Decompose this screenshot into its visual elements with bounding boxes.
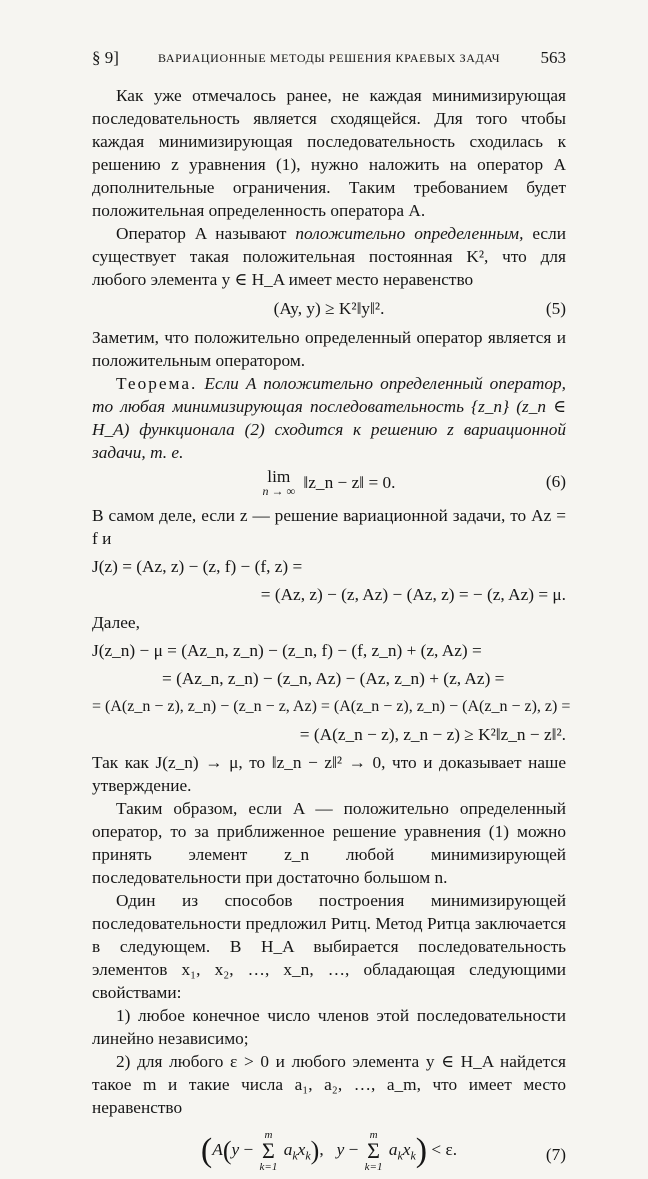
paragraph-summary: Таким образом, если A — положительно определенный оператор, то за приближенное решение уравнения (1) можно принять элемент z_n любой минимизирующей последовательности при достаточно большом n. <box>92 799 566 887</box>
page-number: 563 <box>540 48 566 67</box>
paragraph-further: Далее, <box>92 613 140 632</box>
equation-K-line-4: = (A(z_n − z), z_n − z) ≥ K²‖z_n − z‖². <box>299 725 566 744</box>
equation-5-body: (Ay, y) ≥ K²‖y‖². <box>273 299 385 318</box>
equation-K-line-1: J(z_n) − μ = (Az_n, z_n) − (z_n, f) − (f, z_n) + (z, Az) = <box>92 641 482 660</box>
equation-7: (A(y − m Σ k=1 $a_kx_k$), y − m Σ k=1 $a_kx_k) < \varepsilon$. (7) <box>200 1129 566 1173</box>
sum-operator: m Σ k=1 <box>364 1129 383 1173</box>
theorem-statement: Если A положительно определенный оператор, то любая минимизирующая последовательность {z_n} (z_n ∈ H_A) функционала (2) сходится к решению z вариационной задачи, т. е. <box>92 374 566 462</box>
page-header <box>92 48 566 70</box>
limit-operator: lim n → ∞ <box>262 467 296 498</box>
paragraph-intro: Как уже отмечалось ранее, не каждая минимизирующая последовательность является сходящейся. Для того чтобы каждая минимизирующая последовательность сходилась к решению z уравнения (1), нужно наложить на оператор A дополнительные ограничения. Таким требованием будет положительная определенность оператора A. <box>92 86 566 220</box>
paragraph-remark: Заметим, что положительно определенный оператор является и положительным оператором. <box>92 328 566 370</box>
equation-6-number: (6) <box>545 472 566 491</box>
equation-5-number: (5) <box>545 299 566 318</box>
equation-K-line-3: = (A(z_n − z), z_n) − (z_n − z, Az) = (A(z_n − z), z_n) − (A(z_n − z), z) = <box>92 698 571 715</box>
equation-6 <box>92 467 566 498</box>
paragraph-conclusion: Так как J(z_n) → μ, то ‖z_n − z‖² → 0, что и доказывает наше утверждение. <box>92 753 566 795</box>
defined-term: положительно определенным, <box>295 224 524 243</box>
equation-6-body: ‖z_n − z‖ = 0. <box>303 472 396 492</box>
equation-J-line-1: J(z) = (Az, z) − (z, f) − (f, z) = <box>92 557 303 576</box>
theorem <box>92 372 566 464</box>
equation-7-number: (7) <box>545 1145 566 1164</box>
equation-J-line-2: = (Az, z) − (z, Az) − (Az, z) = − (z, Az) = μ. <box>260 585 566 604</box>
property-2: 2) для любого ε > 0 и любого элемента y ∈ H_A найдется такое m и такие числа a₁, a₂, …, a_m, что имеет место неравенство <box>92 1052 566 1117</box>
theorem-label: Теорема. <box>116 374 198 393</box>
sum-operator: m Σ k=1 <box>259 1129 278 1173</box>
paragraph-definition: Оператор A называют положительно определенным, если существует такая положительная постоянная K², что для любого элемента y ∈ H_A имеет место неравенство <box>92 224 566 289</box>
page-body <box>92 84 571 1179</box>
equation-5 <box>92 297 566 320</box>
running-title: ВАРИАЦИОННЫЕ МЕТОДЫ РЕШЕНИЯ КРАЕВЫХ ЗАДАЧ <box>158 51 501 65</box>
paragraph-proof-start: В самом деле, если z — решение вариационной задачи, то Az = f и <box>92 506 566 548</box>
equation-K-line-2: = (Az_n, z_n) − (z_n, Az) − (Az, z_n) + (z, Az) = <box>162 669 505 688</box>
paragraph-ritz: Один из способов построения минимизирующей последовательности предложил Ритц. Метод Ритца заключается в следующем. В H_A выбирается последовательность элементов x₁, x₂, …, x_n, …, обладающая следующими свойствами: <box>92 891 566 1002</box>
property-1: 1) любое конечное число членов этой последовательности линейно независимо; <box>92 1006 566 1048</box>
section-mark: § 9] <box>92 48 119 67</box>
